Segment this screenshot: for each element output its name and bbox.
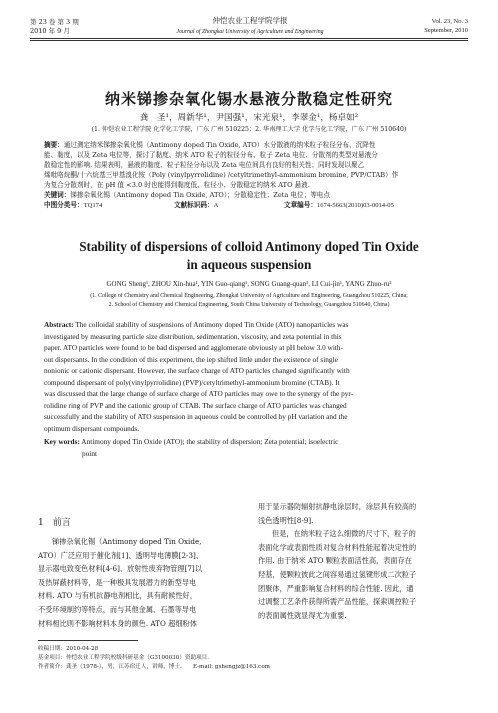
affiliation-en-2: 2. School of Chemistry and Chemical Engineering, South China University of Technology, Guangzhou 510640, China) bbox=[108, 302, 390, 308]
clc-label: 中图分类号： bbox=[44, 201, 84, 209]
footnote-rule bbox=[38, 640, 138, 641]
volume-issue-cn: 第 23 卷 第 3 期 bbox=[30, 18, 79, 26]
article-number: 1674-5663(2010)03-0014-05 bbox=[316, 202, 394, 209]
body-line: 材料. ATO 与有机抗静电剂相比，具有耐候性好， bbox=[38, 591, 197, 601]
abstract-en-line: optimum dispersant compounds. bbox=[44, 423, 140, 433]
abstract-en-line: paper. ATO particles were found to be bad dispersed and agglomerate obviously at pH below 3.0 with- bbox=[44, 343, 343, 352]
article-title-cn: 纳米锑掺杂氧化锡水悬液分散稳定性研究 bbox=[104, 90, 393, 108]
article-title-en-line2: in aqueous suspension bbox=[186, 257, 312, 272]
body-left-column bbox=[38, 535, 248, 630]
abstract-cn-line: 烯吡咯烷酮/十六烷基三甲基溴化铵（Poly (vinylpyrrolidine) /cetyltrimethyl-ammonium bromine, PVP/CTAB）作 bbox=[44, 171, 399, 179]
keywords-en-cont: point bbox=[82, 448, 97, 458]
keywords-cn-label: 关键词： bbox=[44, 191, 71, 199]
abstract-en-line: was discussed that the large change of surface charge of ATO particles may owe to the synergy of the pyr- bbox=[44, 389, 354, 398]
body-line: 用于显示器防辐射抗静电涂层时，涂层具有较高的 bbox=[258, 502, 417, 511]
footnote-author: 作者简介：龚圣（1978-），男，江苏宿迁人，讲师，博士. E-mail: gshengjz@163.com bbox=[38, 664, 270, 670]
body-line: 及热屏蔽材料等，是一种极具发展潜力的新型导电 bbox=[38, 577, 197, 587]
abstract-en-line: rolidine ring of PVP and the cationic group of CTAB. The surface charge of ATO particles was changed bbox=[44, 400, 347, 410]
keywords-cn: 锑掺杂氧化锡（Antimony doped Tin Oxide, ATO）；分散稳定性；Zeta 电位；等电点 bbox=[70, 191, 330, 199]
keywords-en: Antimony doped Tin Oxide (ATO); the stability of dispersion; Zeta potential; isoelectric bbox=[81, 437, 339, 446]
abstract-cn-label: 摘要： bbox=[44, 141, 64, 149]
doc-code: A bbox=[213, 202, 219, 209]
abstract-en-line: nonionic or cationic dispersant. However, the surface charge of ATO particles changed significantly with bbox=[44, 366, 350, 375]
clc-number: TQ174 bbox=[83, 202, 103, 209]
keywords-en-label: Key words: bbox=[44, 437, 80, 446]
journal-name-cn: 仲恺农业工程学院学报 bbox=[212, 16, 288, 25]
body-line: 表面化学或表面性质对复合材料性能起着决定性的 bbox=[258, 542, 417, 552]
doc-code-label: 文献标识码： bbox=[174, 201, 214, 209]
abstract-en-line: compound dispersant of poly(vinylpyrrolidine) (PVP)/cetyltrimethyl-ammonium bromine (CTAB). It bbox=[44, 377, 340, 387]
body-line: 浅色透明性[8-9]. bbox=[258, 515, 314, 525]
abstract-en-line: successfully and the stability of ATO suspension in aqueous could be controlled by pH variation and the bbox=[44, 412, 348, 421]
footnote-fund: 基金项目：仲恺农业工程学院校级科研基金（G3100030）资助项目. bbox=[38, 655, 210, 661]
journal-name-en: Journal of Zhongkai University of Agriculture and Engineering bbox=[176, 29, 324, 35]
authors-cn: 龚 圣¹，周新华¹，尹国强¹，宋光泉¹，李翠金¹，杨卓如² bbox=[139, 113, 359, 123]
header-rule bbox=[30, 38, 468, 39]
abstract-cn-line: 通过测定纳米锑掺杂氧化锡（Antimony doped Tin Oxide, ATO）水分散液的纳米粒子粒径分布、沉降性 bbox=[63, 141, 376, 149]
article-no-label: 文章编号： bbox=[284, 201, 317, 209]
abstract-cn-line: 能、黏度，以及 Zeta 电位等，探讨了黏度、纳米 ATO 粒子的粒径分布、粒子 Zeta 电位、分散剂的类型对悬液分 bbox=[44, 151, 378, 159]
affiliation-cn: (1. 仲恺农业工程学院 化学化工学院，广东 广州 510225；2. 华南理工大学 化学与化工学院，广东 广州 510640) bbox=[91, 126, 407, 133]
abstract-en-line: out dispersants. In the condition of this experiment, the iep shifted little under the existence of single bbox=[44, 354, 338, 364]
body-line: 的表面属性就显得尤为重要. bbox=[258, 610, 347, 620]
body-line: 羟基，使颗粒彼此之间容易通过氢键形成二次粒子 bbox=[258, 569, 417, 579]
abstract-en-line: investigated by measuring particle size distribution, sedimentation, viscosity, and zeta potential in this bbox=[44, 331, 342, 341]
footnotes bbox=[38, 645, 468, 672]
affiliation-en-1: (1. College of Chemistry and Chemical Engineering, Zhongkai University of Agriculture and Engineering, Guangzhou 510225, China; bbox=[90, 293, 408, 299]
abstract-cn bbox=[44, 140, 462, 210]
body-line: 作用. 由于纳米 ATO 颗粒表面活性高，表面存在 bbox=[258, 556, 412, 566]
body-line: 锑掺杂氧化锡（Antimony doped Tin Oxide, bbox=[52, 537, 202, 546]
authors-en: GONG Sheng¹, ZHOU Xin-hua¹, YIN Guo-qiang¹, SONG Guang-quan¹, LI Cui-jin¹, YANG Zhuo-ru² bbox=[106, 280, 392, 288]
body-line: 过调整工艺条件获得所需产品性能，探索调控粒子 bbox=[258, 597, 417, 607]
abstract-cn-line: 散稳定性的影响. 结果表明，悬液的黏度、粒子粒径分布以及 Zeta 电位间具有良好的相关性；同时发现以聚乙 bbox=[44, 161, 365, 169]
section-heading-introduction: 1 前言 bbox=[38, 518, 71, 528]
abstract-cn-line: 为复合分散剂时，在 pH 值 <3.0 时也能得到黏度低、粒径小、分散稳定的纳米 ATO 悬液. bbox=[44, 181, 310, 189]
abstract-en bbox=[44, 319, 462, 459]
article-title-en-line1: Stability of dispersions of colloid Antimony doped Tin Oxide bbox=[79, 239, 419, 254]
date-en: September, 2010 bbox=[424, 27, 468, 34]
body-line: 团聚体，严重影响复合材料的综合性能. 因此，通 bbox=[258, 583, 414, 593]
body-line: 显示器电致变色材料[4-6]、放射性废弃物管理[7]以 bbox=[38, 564, 202, 574]
abstract-en-line: The colloidal stability of suspensions of Antimony doped Tin Oxide (ATO) nanoparticles was bbox=[75, 320, 349, 329]
footnote-received: 收稿日期：2010-04-28 bbox=[38, 646, 99, 652]
volume-issue-en: Vol. 23, No. 3 bbox=[431, 18, 468, 25]
date-cn: 2010 年 9 月 bbox=[30, 27, 70, 35]
body-right-column bbox=[258, 500, 468, 622]
body-line: 不受环境制约等特点，而与其他金属、石墨等导电 bbox=[38, 604, 197, 614]
header-rule-thin bbox=[30, 40, 468, 41]
body-line: 但是，在纳米粒子这么细微的尺寸下，粒子的 bbox=[272, 529, 416, 539]
abstract-en-label: Abstract: bbox=[44, 320, 74, 329]
body-line: 材料相比则不影响材料本身的颜色. ATO 超细粉体 bbox=[38, 618, 197, 628]
body-line: ATO）广泛应用于催化剂[1]、透明导电薄膜[2-3]、 bbox=[38, 550, 204, 560]
